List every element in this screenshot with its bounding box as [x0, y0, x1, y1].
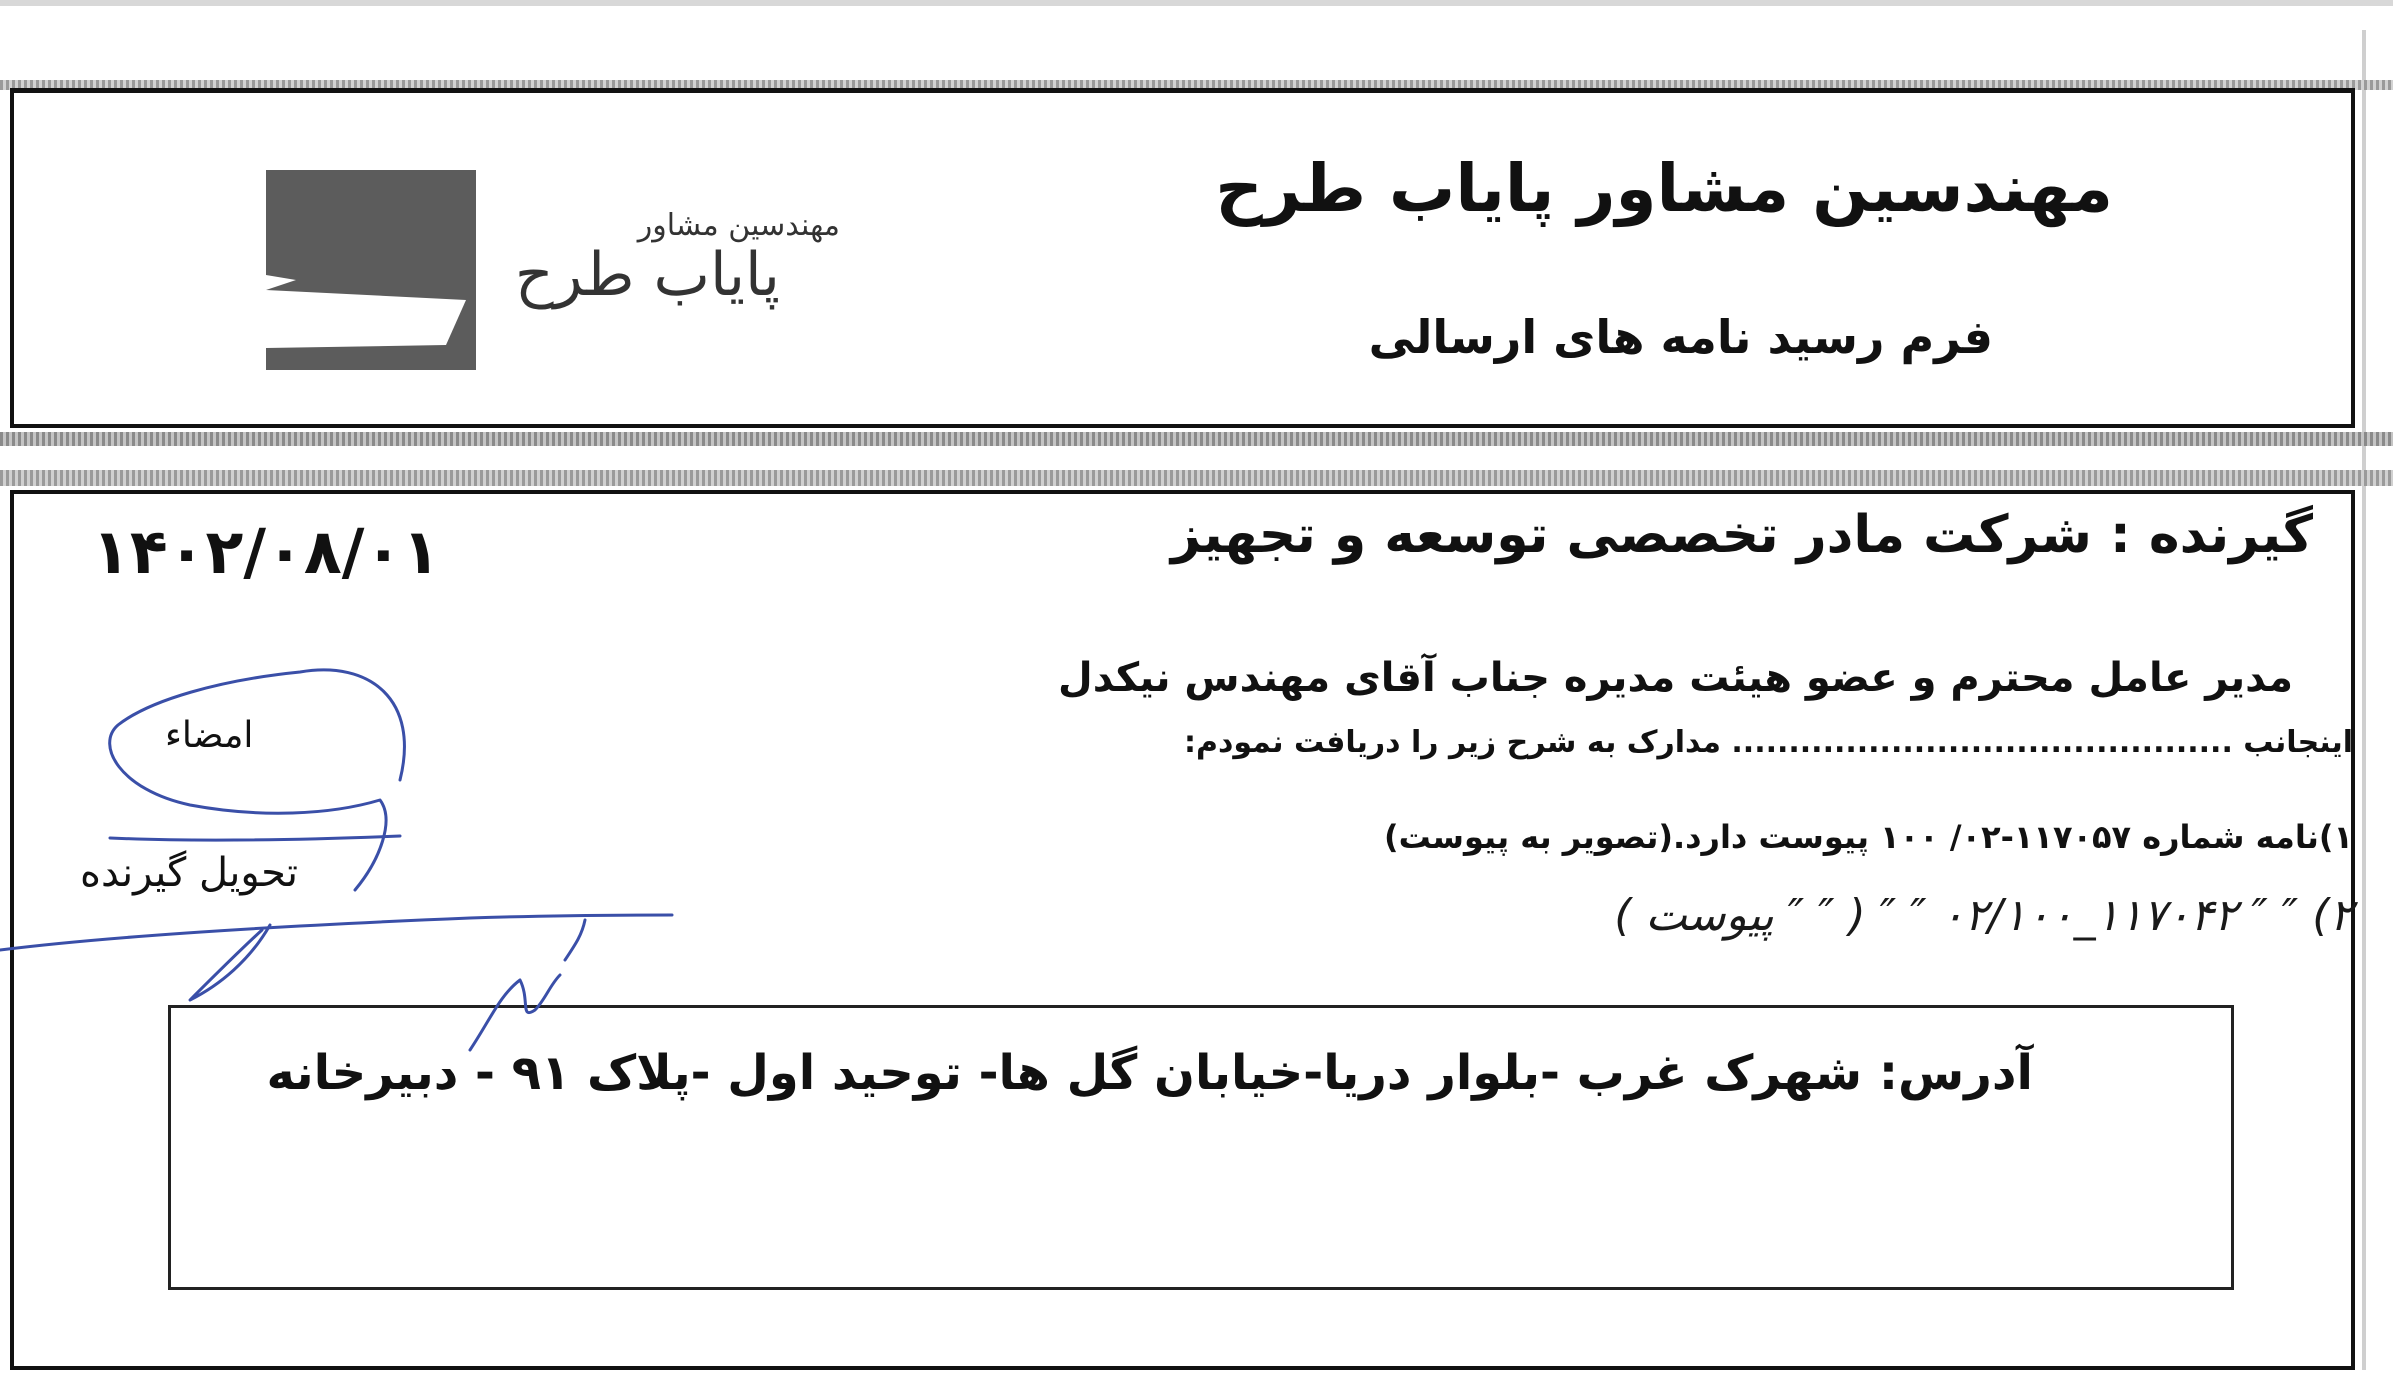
address: آدرس: شهرک غرب -بلوار دریا-خیابان گل ها- توحید اول -پلاک ۹۱ - دبیرخانه: [266, 1045, 2033, 1101]
intro-line: اینجانب ............................................ مدارک به شرح زیر را دریافت نمودم:: [1183, 725, 2353, 760]
logo-title: پایاب طرح: [514, 240, 780, 310]
company-title: مهندسین مشاور پایاب طرح: [1215, 150, 2113, 227]
list-item: ۱)نامه شماره ۱۱۷۰۵۷-۰۲/ ۱۰۰ پیوست دارد.(تصویر به پیوست): [1383, 818, 2353, 856]
form-title: فرم رسید نامه های ارسالی: [1368, 310, 1993, 364]
signature-label: امضاء: [165, 715, 254, 756]
list-item: ۲) ″ ″ ۱۱۷۰۴۲_۰۲/۱۰۰ ″ ″ ( ″ ″ پیوست ): [1614, 890, 2353, 941]
recipient-line: گیرنده : شرکت مادر تخصصی توسعه و تجهیز: [1170, 505, 2313, 565]
salutation: مدیر عامل محترم و عضو هیئت مدیره جناب آقای مهندس نیکدل: [1058, 655, 2293, 701]
logo-subtitle: مهندسین مشاور: [637, 208, 840, 243]
date: ۱۴۰۲/۰۸/۰۱: [92, 515, 441, 588]
delivery-label: تحویل گیرنده: [80, 850, 299, 896]
